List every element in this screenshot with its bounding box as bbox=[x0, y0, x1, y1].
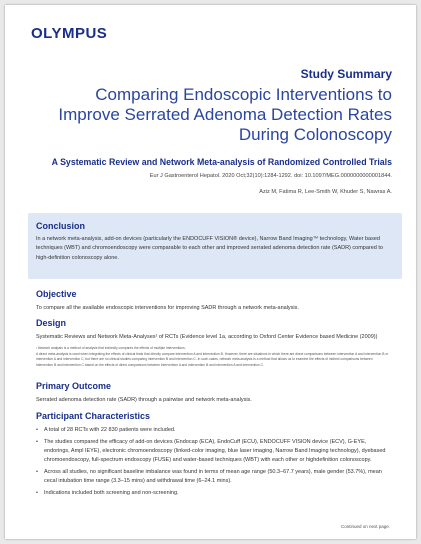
study-summary-label: Study Summary bbox=[300, 67, 392, 81]
objective-heading: Objective bbox=[36, 289, 77, 299]
objective-text: To compare all the available endoscopic interventions for improving SADR through a network meta-analysis. bbox=[36, 305, 299, 311]
conclusion-heading: Conclusion bbox=[36, 221, 85, 231]
objective-section bbox=[36, 289, 390, 313]
continued-note: Continued on next page. bbox=[340, 524, 390, 529]
citation: Eur J Gastroenterol Hepatol. 2020 Oct;32(10):1284-1292. doi: 10.1097/MEG.0000000000001844. bbox=[149, 173, 392, 179]
authors: Aziz M, Fatima R, Lee-Smith W, Khuder S, Nawras A. bbox=[259, 189, 392, 195]
list-item: • A total of 28 RCTs with 22 830 patients were included. bbox=[36, 426, 390, 435]
participants-list bbox=[36, 426, 390, 498]
primary-outcome-heading: Primary Outcome bbox=[36, 381, 112, 391]
design-footnote-2: A direct meta-analysis is used when integrating the effects of clinical trials that directly compare intervention A and intervention B. However, there are situations in which there are direct comparisons between intervention A and intervention B or intervention A and intervention C, but there are no clinical studies comparing intervention B and intervention C. In such cases, network meta-analysis is a method that allows us to examine the effects of indirect comparisons between intervention B and intervention C based on the effects of direct comparisons between intervention A and intervention B and intervention A and intervention C. bbox=[36, 352, 389, 367]
participants-heading: Participant Characteristics bbox=[36, 411, 151, 421]
design-heading: Design bbox=[36, 318, 67, 328]
participants-section bbox=[36, 411, 390, 501]
primary-outcome-section bbox=[36, 381, 390, 405]
document-page bbox=[5, 5, 416, 539]
design-footnote-1: ¹ Network analysis is a method of analysis that indirectly compares the effects of multiple interventions. bbox=[36, 346, 186, 350]
olympus-logo: OLYMPUS bbox=[31, 25, 108, 42]
list-item: • The studies compared the efficacy of add-on devices (Endocap (ECA), EndoCuff (ECU), ENDOCUFF VISION device (ECV), G-EYE, endorings, Ampl IEYE), electronic chromoendoscopy (linked-color imaging, blue laser imaging, Narrow Band Imaging technology), dyebased chromoendoscopy, full-spectrum endoscopy (FUSE) and water-based techniques (WBT) with each other or highdefinition colonoscopy. bbox=[36, 438, 390, 465]
list-item: • Indications included both screening and non-screening. bbox=[36, 489, 390, 498]
page-title: Comparing Endoscopic Interventions to Improve Serrated Adenoma Detection Rates During Colonoscopy bbox=[58, 85, 392, 144]
list-item: • Across all studies, no significant baseline imbalance was found in terms of mean age range (50.3–67.7 years), male gender (53.7%), mean cecal intubation time range (3.3–15 mins) and withdrawal time (6–24.1 mins). bbox=[36, 468, 390, 486]
conclusion-text: In a network meta-analysis, add-on devices (particularly the ENDOCUFF VISION® device), Narrow Band Imaging™ technology, Water based techniques (WBT) and chromoendoscopy were comparable to each other and improved serrated adenoma detection rate (SADR) compared to high-definition colonoscopy alone. bbox=[36, 236, 383, 261]
page-subtitle: A Systematic Review and Network Meta-analysis of Randomized Controlled Trials bbox=[51, 157, 392, 167]
design-section bbox=[36, 318, 390, 368]
primary-outcome-text: Serrated adenoma detection rate (SADR) through a pairwise and network meta-analysis. bbox=[36, 397, 252, 403]
design-text: Systematic Reviews and Network Meta-Analyses¹ of RCTs (Evidence level 1a, according to Oxford Center Evidence based Medicine (2009)) bbox=[36, 334, 378, 340]
conclusion-box bbox=[28, 213, 402, 279]
